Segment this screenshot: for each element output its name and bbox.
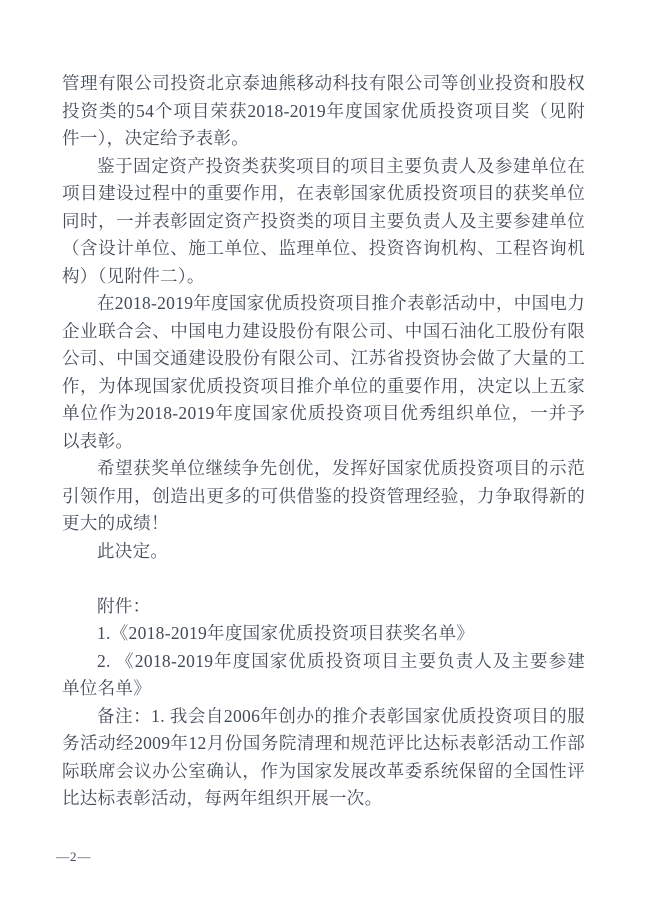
paragraph-hope-statement: 希望获奖单位继续争先创优，发挥好国家优质投资项目的示范引领作用，创造出更多的可供借鉴的投资管理经验，力争取得新的更大的成绩！ (62, 458, 585, 533)
page-number: —2— (56, 849, 92, 864)
paragraph-decision-closing: 此决定。 (97, 540, 169, 561)
attachments-label: 附件： (97, 595, 151, 616)
note-paragraph: 备注：1. 我会自2006年创办的推介表彰国家优质投资项目的服务活动经2009年12月份国务院清理和规范评比达标表彰活动工作部际联席会议办公室确认，作为国家发展改革委系统保留的全国性评比达标表彰活动，每两年组织开展一次。 (62, 705, 585, 808)
paragraph-fixed-asset-awards: 鉴于固定资产投资类获奖项目的项目主要负责人及参建单位在项目建设过程中的重要作用，在表彰国家优质投资项目的获奖单位同时，一并表彰固定资产投资类的项目主要负责人及主要参建单位（含设计单位、施工单位、监理单位、投资咨询机构、工程咨询机构）（见附件二）。 (62, 155, 585, 286)
paragraph-continuation: 管理有限公司投资北京泰迪熊移动科技有限公司等创业投资和股权投资类的54个项目荣获2018-2019年度国家优质投资项目奖（见附件一），决定给予表彰。 (62, 73, 585, 148)
attachment-item-1: 1.《2018-2019年度国家优质投资项目获奖名单》 (97, 623, 475, 643)
paragraph-organizing-units: 在2018-2019年度国家优质投资项目推介表彰活动中，中国电力企业联合会、中国电力建设股份有限公司、中国石油化工股份有限公司、中国交通建设股份有限公司、江苏省投资协会做了大量的工作，为体现国家优质投资项目推介单位的重要作用，决定以上五家单位作为2018-2019年度国家优质投资项目优秀组织单位，一并予以表彰。 (62, 293, 585, 451)
attachment-item-2: 2. 《2018-2019年度国家优质投资项目主要负责人及主要参建单位名单》 (62, 650, 585, 698)
